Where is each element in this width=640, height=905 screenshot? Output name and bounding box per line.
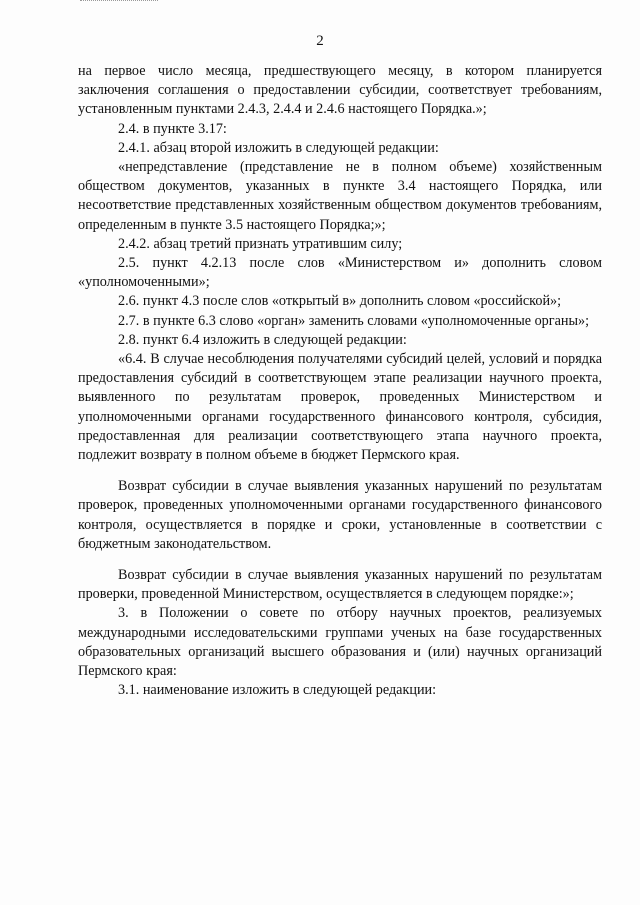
paragraph-3: 3. в Положении о совете по отбору научных проектов, реализуемых международными исследовательскими группами ученых на базе государственных образовательных организаций высшего образования и (или) научных организаций Пермского края:	[78, 605, 602, 680]
paragraph-refund-ministry: Возврат субсидии в случае выявления указанных нарушений по результатам проверки, проведенной Министерством, осуществляется в следующем порядке:»;	[78, 567, 602, 603]
paragraph-2-4: 2.4. в пункте 3.17:	[118, 120, 227, 137]
paragraph-quote-nonsubmission: «непредставление (представление не в полном объеме) хозяйственным обществом документов, указанных в пункте 3.4 настоящего Порядка, или несоответствие представленных хозяйственным обществом документов требованиям, определенным в пункте 3.5 настоящего Порядка;»;	[78, 159, 602, 233]
page-number: 2	[316, 33, 324, 49]
scan-edge-mark	[80, 0, 158, 3]
paragraph-6-4: «6.4. В случае несоблюдения получателями субсидий целей, условий и порядка предоставления субсидий в соответствующем этапе реализации научного проекта, выявленного по результатам проверок, проведенных Министерством и уполномоченными органами государственного финансового контроля, субсидия, предоставленная для реализации соответствующего этапа научного проекта, подлежит возврату в полном объеме в бюджет Пермского края.	[78, 351, 602, 464]
paragraph-2-5: 2.5. пункт 4.2.13 после слов «Министерством и» дополнить словом «уполномоченными»;	[78, 255, 602, 291]
document-body	[78, 62, 602, 701]
paragraph-continuation: на первое число месяца, предшествующего месяцу, в котором планируется заключения соглашения о предоставлении субсидии, соответствует требованиям, установленным пунктами 2.4.3, 2.4.4 и 2.4.6 настоящего Порядка.»;	[78, 63, 602, 118]
paragraph-3-1: 3.1. наименование изложить в следующей редакции:	[118, 682, 437, 699]
paragraph-2-4-1: 2.4.1. абзац второй изложить в следующей редакции:	[118, 139, 439, 156]
paragraph-2-4-2: 2.4.2. абзац третий признать утратившим силу;	[118, 235, 403, 252]
paragraph-refund-authorities: Возврат субсидии в случае выявления указанных нарушений по результатам проверок, проведенных уполномоченными органами государственного финансового контроля, осуществляется в порядке и сроки, установленные в соответствии с бюджетным законодательством.	[78, 478, 602, 552]
paragraph-2-8: 2.8. пункт 6.4 изложить в следующей редакции:	[118, 331, 407, 348]
paragraph-2-7: 2.7. в пункте 6.3 слово «орган» заменить словами «уполномоченные органы»;	[118, 312, 590, 329]
paragraph-2-6: 2.6. пункт 4.3 после слов «открытый в» дополнить словом «российской»;	[118, 293, 562, 310]
